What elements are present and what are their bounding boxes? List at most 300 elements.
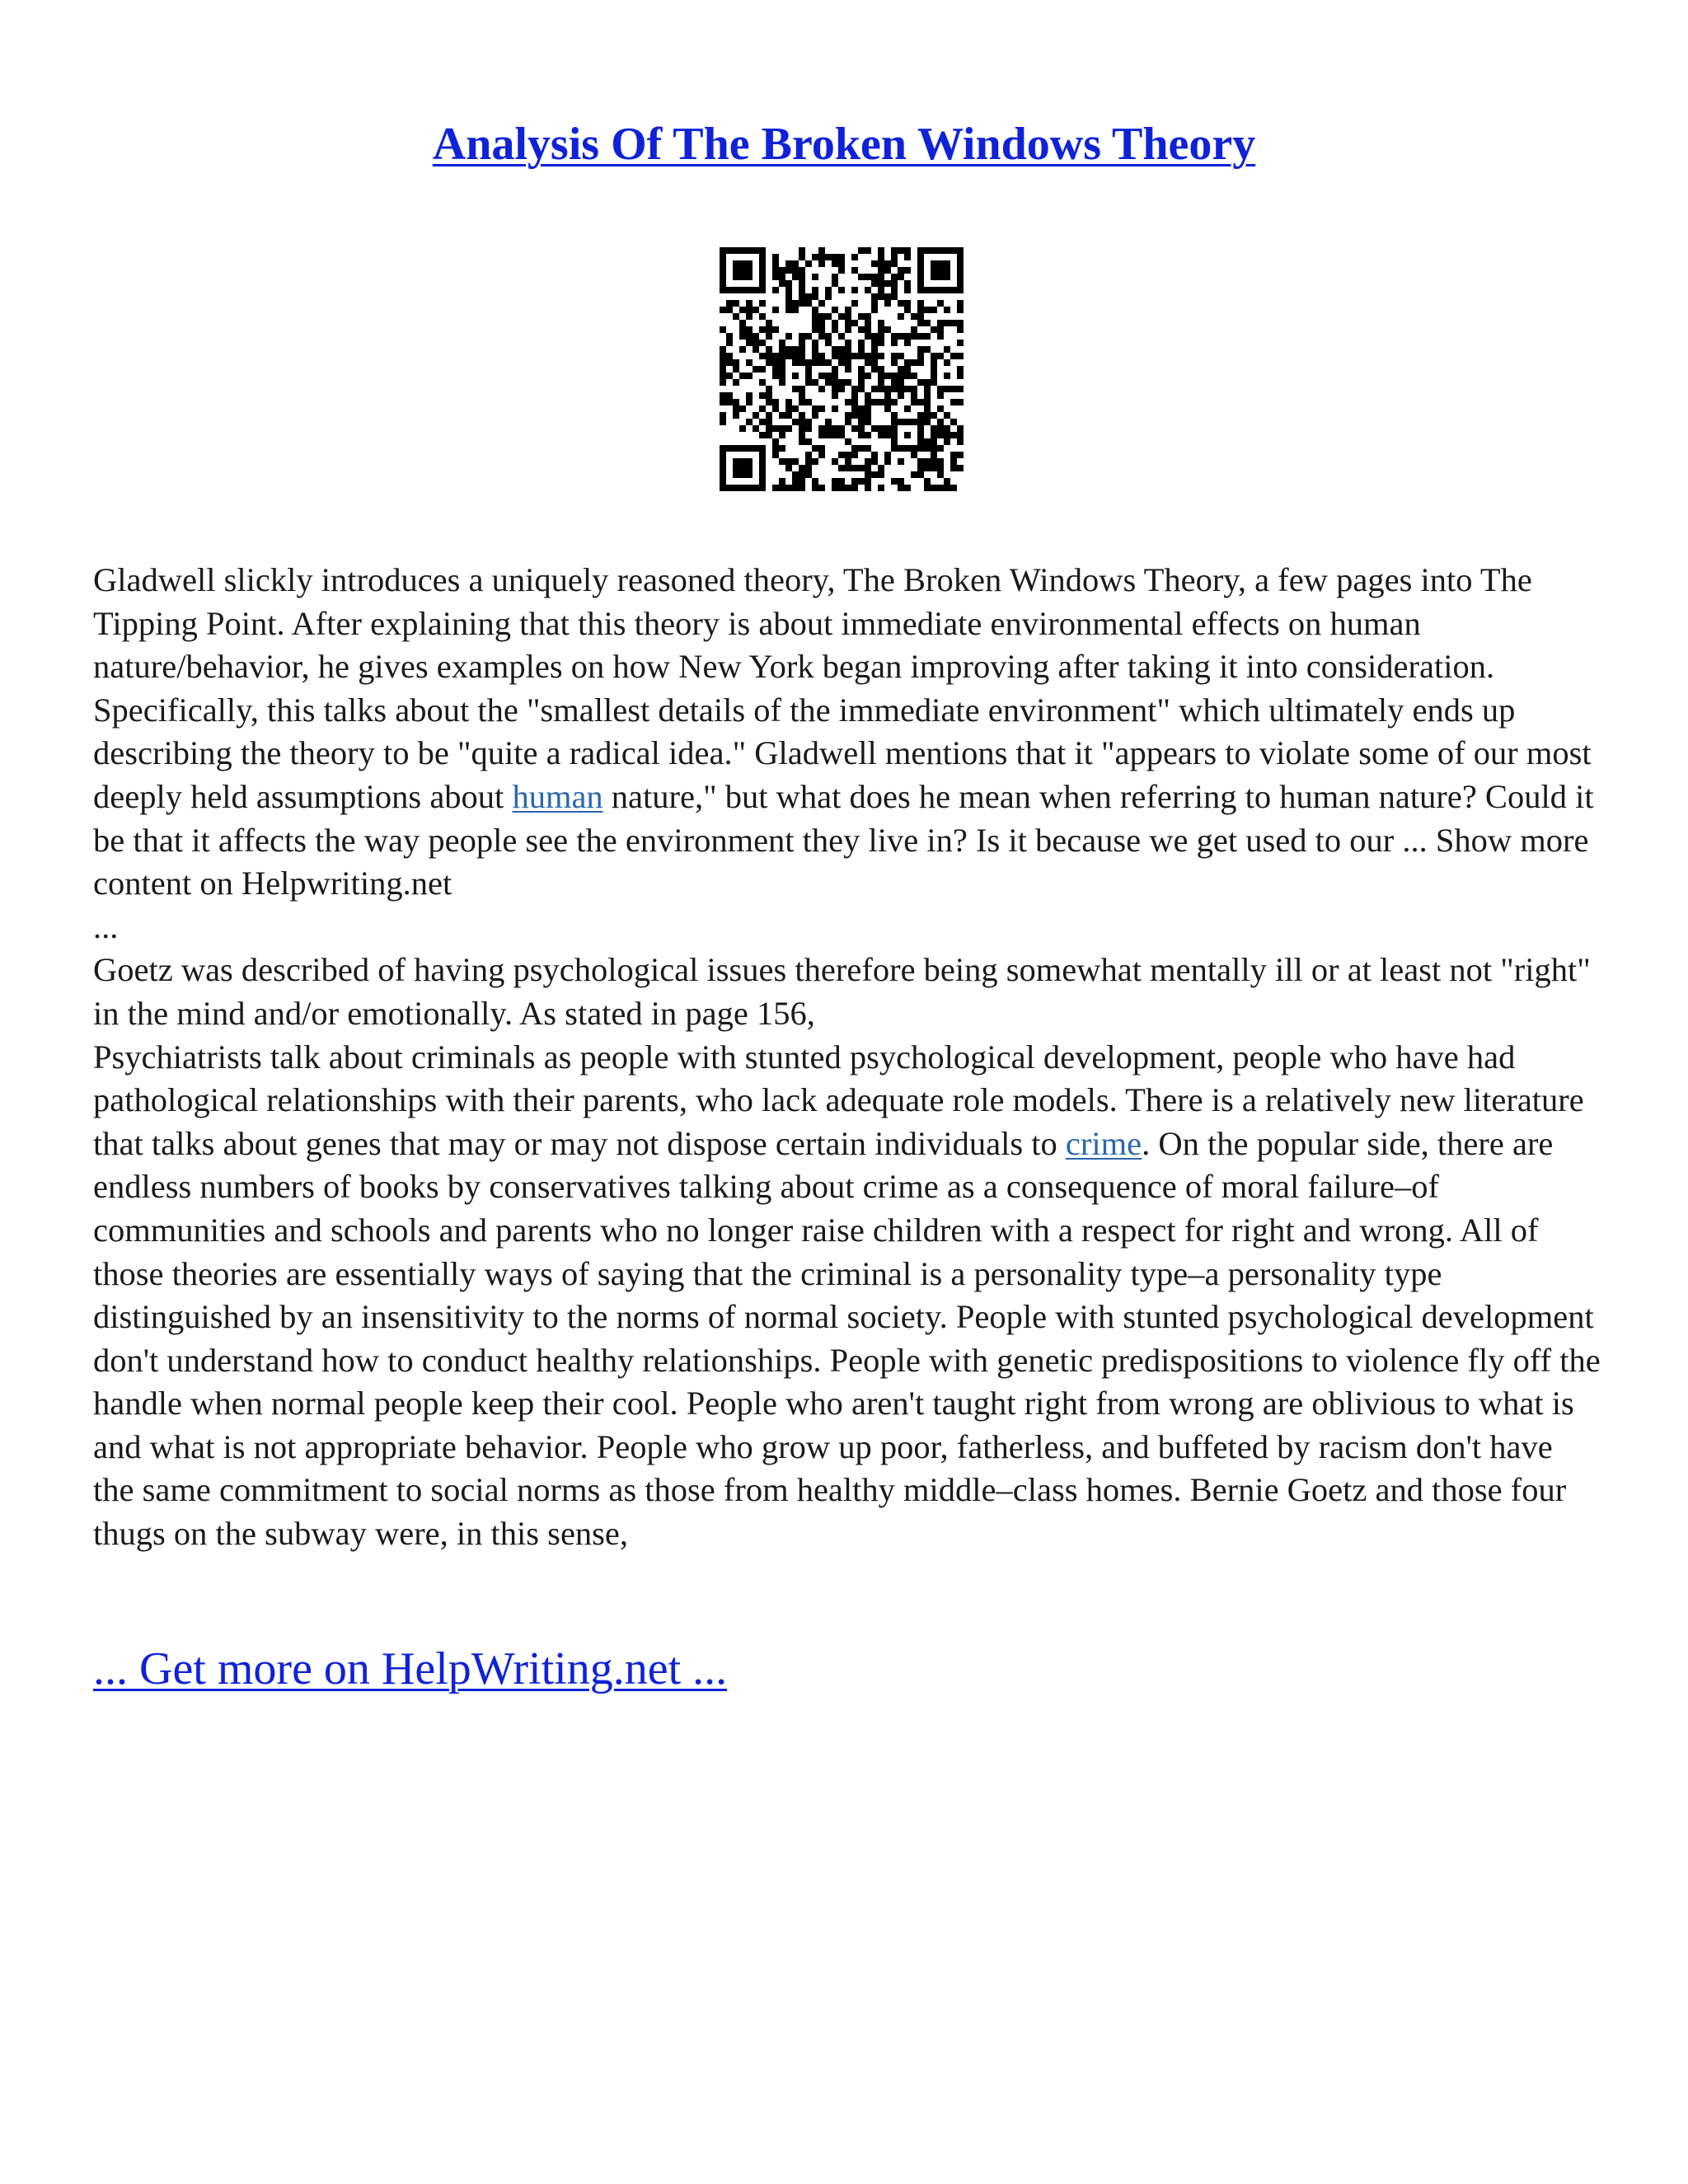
qr-module [799, 465, 805, 471]
qr-module [720, 452, 726, 458]
qr-module [884, 452, 891, 458]
qr-module [733, 399, 739, 405]
qr-module [931, 412, 937, 419]
qr-module [898, 313, 904, 320]
qr-module [720, 366, 726, 373]
qr-module [904, 280, 911, 287]
qr-module [957, 353, 964, 359]
qr-module [812, 287, 818, 293]
qr-module [917, 287, 924, 293]
qr-module [884, 392, 891, 399]
qr-module [766, 386, 772, 392]
qr-module [812, 412, 818, 419]
qr-module [950, 419, 957, 425]
qr-module [858, 445, 865, 452]
qr-module [720, 359, 726, 366]
qr-module [871, 452, 878, 458]
qr-module [766, 419, 772, 425]
qr-module [851, 254, 858, 260]
qr-module [832, 307, 838, 313]
qr-module [924, 445, 931, 452]
qr-module [871, 399, 878, 405]
qr-module [851, 267, 858, 274]
qr-module [785, 399, 792, 405]
qr-module [739, 247, 746, 254]
qr-module [766, 346, 772, 353]
qr-module [779, 379, 785, 386]
qr-module [799, 287, 805, 293]
qr-module [917, 260, 924, 267]
qr-module [931, 366, 937, 373]
qr-module [891, 379, 898, 386]
qr-module [720, 471, 726, 478]
qr-module [858, 326, 865, 333]
qr-module [931, 485, 937, 491]
qr-module [792, 359, 799, 366]
qr-module [785, 300, 792, 307]
qr-module [739, 287, 746, 293]
qr-module [957, 386, 964, 392]
qr-module [891, 438, 898, 445]
qr-module [884, 399, 891, 405]
qr-module [772, 405, 779, 412]
qr-module [733, 471, 739, 478]
qr-module [845, 399, 851, 405]
qr-module [950, 465, 957, 471]
qr-module [891, 280, 898, 287]
qr-module [733, 300, 739, 307]
qr-module [720, 267, 726, 274]
qr-module [944, 386, 950, 392]
qr-module [818, 445, 825, 452]
qr-module [937, 260, 944, 267]
qr-module [818, 373, 825, 379]
qr-module [917, 438, 924, 445]
qr-module [825, 373, 832, 379]
qr-module [792, 300, 799, 307]
qr-module [931, 432, 937, 438]
qr-module [720, 326, 726, 333]
qr-module [950, 485, 957, 491]
qr-module [865, 399, 871, 405]
qr-module [792, 260, 799, 267]
qr-module [792, 471, 799, 478]
qr-module [838, 346, 845, 353]
qr-module [772, 485, 779, 491]
qr-module [878, 287, 884, 293]
qr-module [898, 445, 904, 452]
qr-module [851, 445, 858, 452]
qr-module [832, 392, 838, 399]
qr-module [825, 379, 832, 386]
qr-module [957, 247, 964, 254]
qr-module [944, 478, 950, 485]
qr-module [891, 287, 898, 293]
qr-module [832, 485, 838, 491]
qr-module [838, 379, 845, 386]
qr-module [891, 419, 898, 425]
qr-module [957, 280, 964, 287]
qr-module [726, 353, 733, 359]
qr-module [904, 287, 911, 293]
qr-module [858, 478, 865, 485]
qr-module [832, 353, 838, 359]
qr-module [759, 300, 766, 307]
qr-module [799, 300, 805, 307]
qr-module [917, 247, 924, 254]
qr-module [733, 485, 739, 491]
qr-module [799, 471, 805, 478]
qr-module [924, 419, 931, 425]
qr-module [858, 340, 865, 346]
qr-module [878, 247, 884, 254]
qr-module [805, 452, 812, 458]
qr-module [891, 386, 898, 392]
qr-module [746, 419, 753, 425]
qr-module [957, 274, 964, 280]
qr-module [917, 419, 924, 425]
qr-module [818, 333, 825, 340]
qr-module [871, 359, 878, 366]
qr-module [898, 485, 904, 491]
qr-module [726, 333, 733, 340]
qr-module [779, 485, 785, 491]
qr-module [911, 452, 917, 458]
qr-module [898, 247, 904, 254]
qr-module [779, 373, 785, 379]
qr-module [944, 359, 950, 366]
qr-module [838, 333, 845, 340]
qr-module [838, 432, 845, 438]
qr-module [805, 333, 812, 340]
qr-module [891, 373, 898, 379]
qr-module [911, 445, 917, 452]
qr-module [884, 260, 891, 267]
qr-module [825, 287, 832, 293]
qr-module [753, 366, 759, 373]
qr-module [799, 386, 805, 392]
qr-module [805, 293, 812, 300]
qr-module [944, 267, 950, 274]
qr-module [924, 346, 931, 353]
qr-module [726, 300, 733, 307]
qr-module [944, 485, 950, 491]
qr-module [766, 353, 772, 359]
qr-module [799, 280, 805, 287]
qr-module [911, 313, 917, 320]
qr-module [766, 425, 772, 432]
qr-module [878, 326, 884, 333]
qr-module [753, 287, 759, 293]
qr-module [871, 471, 878, 478]
qr-module [785, 346, 792, 353]
qr-module [838, 465, 845, 471]
title-link[interactable]: Analysis Of The Broken Windows Theory [432, 119, 1256, 170]
qr-module [818, 313, 825, 320]
page-title [0, 115, 1688, 173]
qr-module [924, 379, 931, 386]
qr-module [878, 379, 884, 386]
qr-module [878, 465, 884, 471]
get-more-link[interactable]: ... Get more on HelpWriting.net ... [93, 1643, 728, 1694]
qr-module [812, 313, 818, 320]
qr-module [832, 478, 838, 485]
qr-module [805, 471, 812, 478]
qr-module [924, 438, 931, 445]
qr-module [878, 280, 884, 287]
qr-module [720, 307, 726, 313]
qr-module [898, 478, 904, 485]
qr-module [851, 485, 858, 491]
qr-module [878, 260, 884, 267]
qr-module [792, 405, 799, 412]
qr-module [931, 438, 937, 445]
qr-module [898, 379, 904, 386]
qr-module [865, 478, 871, 485]
qr-module [832, 320, 838, 326]
qr-module [931, 307, 937, 313]
qr-module [931, 373, 937, 379]
qr-module [858, 419, 865, 425]
qr-module [753, 425, 759, 432]
qr-module [944, 425, 950, 432]
qr-module [799, 267, 805, 274]
qr-module [911, 333, 917, 340]
qr-module [812, 353, 818, 359]
qr-module [818, 432, 825, 438]
qr-module [832, 326, 838, 333]
qr-module [720, 485, 726, 491]
qr-module [818, 485, 825, 491]
qr-module [753, 346, 759, 353]
qr-module [779, 346, 785, 353]
qr-module [766, 359, 772, 366]
qr-module [772, 438, 779, 445]
qr-module [720, 458, 726, 465]
qr-module [898, 274, 904, 280]
qr-module [812, 458, 818, 465]
qr-module [812, 340, 818, 346]
qr-module [779, 366, 785, 373]
qr-module [733, 359, 739, 366]
qr-module [924, 247, 931, 254]
qr-module [898, 458, 904, 465]
qr-module [818, 386, 825, 392]
qr-module [746, 313, 753, 320]
qr-module [957, 465, 964, 471]
qr-module [812, 379, 818, 386]
qr-module [799, 274, 805, 280]
paragraph-1 [93, 559, 1601, 906]
qr-module [759, 353, 766, 359]
qr-module [838, 254, 845, 260]
qr-module [871, 386, 878, 392]
qr-module [746, 392, 753, 399]
qr-module [733, 247, 739, 254]
paragraph-1-text-a: Gladwell slickly introduces a uniquely reasoned theory, The Broken Windows Theory, a few pages into The Tipping Point. After explaining that this theory is about immediate environmental effects on human nature/behavior, he gives examples on how New York began improving after taking it into consideration. Specifically, this talks about the "smallest details of the immediate environment" which ultimately ends up describing the theory to be "quite a radical idea." Gladwell mentions that it "appears to violate some of our most deeply held assumptions about [93, 561, 1592, 815]
qr-module [746, 458, 753, 465]
qr-module [904, 333, 911, 340]
qr-module [739, 458, 746, 465]
qr-module [957, 425, 964, 432]
qr-module [865, 287, 871, 293]
qr-module [891, 445, 898, 452]
qr-module [726, 287, 733, 293]
qr-module [805, 465, 812, 471]
qr-module [858, 274, 865, 280]
qr-module [825, 254, 832, 260]
qr-module [799, 247, 805, 254]
qr-module [832, 373, 838, 379]
qr-module [950, 399, 957, 405]
qr-module [838, 353, 845, 359]
qr-module [720, 346, 726, 353]
qr-module [759, 340, 766, 346]
qr-module [812, 307, 818, 313]
qr-module [838, 287, 845, 293]
qr-module [759, 458, 766, 465]
qr-module [845, 458, 851, 465]
qr-module [720, 287, 726, 293]
qr-module [937, 405, 944, 412]
qr-module [851, 465, 858, 471]
qr-module [799, 412, 805, 419]
qr-module [911, 373, 917, 379]
qr-module [759, 419, 766, 425]
qr-module [851, 386, 858, 392]
qr-module [858, 432, 865, 438]
qr-module [785, 412, 792, 419]
qr-module [720, 373, 726, 379]
qr-module [812, 326, 818, 333]
qr-module [865, 412, 871, 419]
qr-module [799, 419, 805, 425]
qr-module [937, 445, 944, 452]
qr-module [871, 340, 878, 346]
qr-module [753, 333, 759, 340]
human-link[interactable]: human [512, 777, 603, 815]
qr-module [931, 465, 937, 471]
qr-module [865, 445, 871, 452]
qr-module [924, 320, 931, 326]
qr-module [878, 399, 884, 405]
qr-module [950, 320, 957, 326]
qr-module [851, 399, 858, 405]
qr-module [937, 471, 944, 478]
qr-module [785, 293, 792, 300]
qr-module [937, 392, 944, 399]
qr-module [904, 366, 911, 373]
qr-module [812, 445, 818, 452]
qr-module [772, 373, 779, 379]
qr-module [726, 485, 733, 491]
qr-module [858, 379, 865, 386]
qr-module [878, 340, 884, 346]
qr-module [924, 399, 931, 405]
qr-module [733, 274, 739, 280]
qr-module [832, 432, 838, 438]
qr-module [845, 359, 851, 366]
qr-module [772, 307, 779, 313]
qr-module [726, 359, 733, 366]
qr-module [937, 320, 944, 326]
qr-module [924, 333, 931, 340]
qr-module [772, 274, 779, 280]
qr-module [904, 340, 911, 346]
qr-module [871, 274, 878, 280]
qr-module [891, 412, 898, 419]
qr-module [832, 260, 838, 267]
qr-module [884, 267, 891, 274]
qr-module [957, 254, 964, 260]
qr-module [799, 438, 805, 445]
qr-module [851, 425, 858, 432]
qr-module [785, 465, 792, 471]
qr-module [937, 326, 944, 333]
qr-module [845, 465, 851, 471]
qr-module [891, 340, 898, 346]
qr-module [858, 353, 865, 359]
qr-module [739, 260, 746, 267]
qr-module [799, 485, 805, 491]
qr-module [785, 485, 792, 491]
qr-module [759, 471, 766, 478]
qr-module [884, 300, 891, 307]
qr-module [845, 320, 851, 326]
qr-module [944, 307, 950, 313]
qr-module [818, 260, 825, 267]
qr-module [832, 405, 838, 412]
qr-module [838, 485, 845, 491]
qr-module [838, 267, 845, 274]
qr-module [950, 458, 957, 465]
qr-module [805, 366, 812, 373]
qr-module [904, 247, 911, 254]
qr-module [799, 353, 805, 359]
qr-module [812, 293, 818, 300]
qr-module [779, 432, 785, 438]
qr-module [779, 340, 785, 346]
qr-module [845, 326, 851, 333]
qr-module [720, 412, 726, 419]
qr-module [746, 445, 753, 452]
qr-module [917, 254, 924, 260]
crime-link[interactable]: crime [1065, 1124, 1142, 1162]
qr-module [739, 320, 746, 326]
qr-module [858, 405, 865, 412]
qr-module [733, 458, 739, 465]
qr-module [957, 267, 964, 274]
qr-module [746, 340, 753, 346]
qr-module [904, 307, 911, 313]
qr-module [957, 287, 964, 293]
qr-module [720, 399, 726, 405]
qr-module [739, 346, 746, 353]
qr-module [917, 267, 924, 274]
qr-module [957, 366, 964, 373]
qr-module [917, 465, 924, 471]
qr-module [720, 274, 726, 280]
qr-module [733, 465, 739, 471]
qr-module [733, 267, 739, 274]
qr-module [904, 373, 911, 379]
qr-module [818, 359, 825, 366]
qr-module [739, 425, 746, 432]
qr-module [944, 412, 950, 419]
qr-module [898, 333, 904, 340]
qr-module [937, 458, 944, 465]
qr-module [759, 432, 766, 438]
